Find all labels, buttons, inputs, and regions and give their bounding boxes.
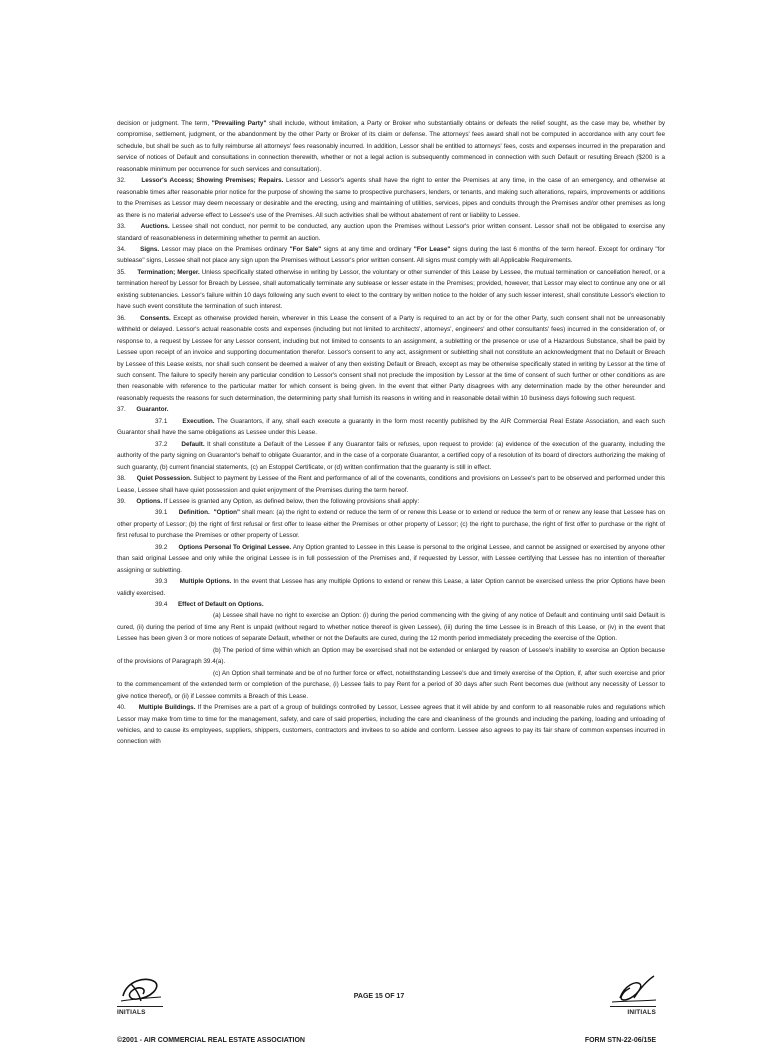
section-39-4-a: (a) Lessee shall have no right to exercise an Option: (i) during the period commencing with the giving of any notice of Default and continuing until said Default is cured, (ii) during the period of time any Rent is unpaid (without regard to whether notice thereof is given Lessee), (iii) during the time Lessee is in Breach of this Lease, or (iv) in the event that Lessee has been given 3 or more notices of separate Default, whether or not the Defaults are cured, during the 12 month period immediately preceding the exercise of the Option. xyxy=(117,612,665,643)
section-39-3: 39.3 Multiple Options. In the event that Lessee has any multiple Options to extend or renew this Lease, a later Option cannot be exercised unless the prior Options have been validly exercised. xyxy=(117,578,666,597)
section-title: Auctions. xyxy=(140,223,170,231)
section-34: 34. Signs. Lessor may place on the Premises ordinary "For Sale" signs at any time and ordinary "For Lease" signs during the last 6 months of the term hereof. Except for ordinary "for sublease" signs, Lessee shall not place any sign upon the Premises without Lessor's prior written consent. All signs must comply with all Applicable Requirements. xyxy=(117,245,666,265)
section-title: Signs. xyxy=(140,245,160,253)
form-identifier: FORM STN-22-06/15E xyxy=(584,1037,656,1044)
initials-label-left: INITIALS xyxy=(117,1009,146,1016)
section-37-1: 37.1 Execution. The Guarantors, if any, shall each execute a guaranty in the form most recently published by the AIR Commercial Real Estate Association, and each such Guarantor shall have the same obligations as Lessee under this Lease. xyxy=(117,417,665,437)
page-number: PAGE 15 OF 17 xyxy=(353,993,405,1000)
section-37-2: 37.2 Default. It shall constitute a Default of the Lessee if any Guarantor fails or refuses, upon request to provide: (a) evidence of the execution of the guaranty, including the authority of the party signing on Guarantor's behalf to obligate Guarantor, and in the case of a corporate Guarantor, a certified copy of a resolution of its board of directors authorizing the making of such guaranty, (b) current financial statements, (c) an Estoppel Certificate, or (d) written confirmation that the guaranty is still in effect. xyxy=(117,440,665,471)
section-35: 35. Termination; Merger. Unless specifically stated otherwise in writing by Lessor, the voluntary or other surrender of this Lease by Lessee, the mutual termination or cancellation hereof, or a termination hereof by Lessor for Breach by Lessee, shall automatically terminate any sublease or lesser estate in the Premises; provided, however, that Lessor may elect to continue any one or all existing subtenancies. Lessor's failure within 10 days following any such event to elect to the contrary by written notice to the holder of any such lesser interest, shall constitute Lessor's election to have such event constitute the termination of such interest. xyxy=(117,268,666,311)
section-39-2: 39.2 Options Personal To Original Lessee. Any Option granted to Lessee in this Lease is personal to the original Lessee, and cannot be assigned or exercised by anyone other than said original Lessee and only while the original Lessee is in full possession of the Premises and, if requested by Lessor, with Lessee certifying that Lessee has no intention of thereafter assigning or subletting. xyxy=(117,543,665,574)
section-title: Termination; Merger. xyxy=(137,268,200,276)
initials-line-left xyxy=(117,1006,163,1007)
initials-line-right xyxy=(610,1006,656,1007)
section-39: 39. Options. If Lessee is granted any Option, as defined below, then the following provisions shall apply: xyxy=(117,497,420,505)
intro-paragraph: decision or judgment. The term, "Prevailing Party" shall include, without limitation, a Party or Broker who substantially obtains or defeats the relief sought, as the case may be, whether by compromise, settlement, judgment, or the abandonment by the other Party or Broker of its claim or defense. The attorneys' fees award shall not be computed in accordance with any court fee schedule, but shall be such as to fully reimburse all attorneys' fees reasonably incurred. In addition, Lessor shall be entitled to attorneys' fees, costs and expenses incurred in the preparation and service of notices of Default and consultations in connection therewith, whether or not a legal action is subsequently commenced in connection with such Default or resulting Breach ($200 is a reasonable minimum per occurrence for such services and consultation). xyxy=(117,120,666,173)
section-title: Options Personal To Original Lessee. xyxy=(178,543,292,551)
section-32: 32. Lessor's Access; Showing Premises; Repairs. Lessor and Lessor's agents shall have the right to enter the Premises at any time, in the case of an emergency, and otherwise at reasonable times after reasonable prior notice for the purpose of showing the same to prospective purchasers, lenders, or tenants, and making such alterations, repairs, improvements or additions to the Premises as Lessor may deem necessary or desirable and the erecting, using and maintaining of utilities, services, pipes and conduits through the Premises and/or other premises as long as there is no material adverse effect to Lessee's use of the Premises. All such activities shall be without abatement of rent or liability to Lessee. xyxy=(117,177,665,219)
initials-label-right: INITIALS xyxy=(627,1009,656,1016)
section-title: Execution. xyxy=(182,417,215,425)
section-title: Multiple Options. xyxy=(179,578,232,586)
section-39-4-b: (b) The period of time within which an Option may be exercised shall not be extended or enlarged by reason of Lessee's inability to exercise an Option because of the provisions of Paragraph 39.4(a). xyxy=(117,646,665,666)
section-39-4: 39.4 Effect of Default on Options. xyxy=(155,601,264,609)
section-title: Consents. xyxy=(140,314,171,322)
lease-body xyxy=(117,118,665,748)
copyright-notice: ©2001 - AIR COMMERCIAL REAL ESTATE ASSOCIATION xyxy=(117,1037,305,1044)
section-title: Quiet Possession. xyxy=(136,475,192,483)
section-39-1: 39.1 Definition. "Option" shall mean: (a) the right to extend or reduce the term of or renew this Lease or to extend or reduce the term of or renew any lease that Lessee has on other property of Lessor; (b) the right of first refusal or first offer to lease either the Premises or other property of Lessor; (c) the right to purchase, the right of first offer to purchase or the right of first refusal to purchase the Premises or other property of Lessor. xyxy=(117,509,665,540)
section-title: Definition. xyxy=(178,509,210,517)
section-title: Options. xyxy=(136,497,163,505)
section-title: Effect of Default on Options. xyxy=(177,601,264,609)
section-title: Lessor's Access; Showing Premises; Repairs. xyxy=(141,177,284,185)
section-38: 38. Quiet Possession. Subject to payment by Lessee of the Rent and performance of all of the covenants, conditions and provisions on Lessee's part to be observed and performed under this Lease, Lessee shall have quiet possession and quiet enjoyment of the Premises during the term hereof. xyxy=(117,475,666,494)
section-36: 36. Consents. Except as otherwise provided herein, wherever in this Lease the consent of a Party is required to an act by or for the other Party, such consent shall not be unreasonably withheld or delayed. Lessor's actual reasonable costs and expenses (including but not limited to architects', attorneys', engineers' and other consultants' fees) incurred in the consideration of, or response to, a request by Lessee for any Lessor consent, including but not limited to consents to an assignment, a subletting or the presence or use of a Hazardous Substance, shall be paid by Lessee upon receipt of an invoice and supporting documentation therefor. Lessor's consent to any act, assignment or subletting shall not constitute an acknowledgment that no Default or Breach by Lessee of this Lease exists, nor shall such consent be deemed a waiver of any then existing Default or Breach, except as may be otherwise specifically stated in writing by Lessor at the time of such consent. The failure to specify herein any particular condition to Lessor's consent shall not preclude the imposition by Lessor at the time of consent of such further or other conditions as are then reasonable with reference to the particular matter for which consent is being given. In the event that either Party disagrees with any determination made by the other hereunder and reasonably requests the reasons for such determination, the determining party shall furnish its reasons in writing and in reasonable detail within 10 business days following such request. xyxy=(117,314,665,402)
section-title: Multiple Buildings. xyxy=(138,704,196,712)
section-37: 37. Guarantor. xyxy=(117,406,169,414)
section-title: Guarantor. xyxy=(136,406,169,414)
section-33: 33. Auctions. Lessee shall not conduct, nor permit to be conducted, any auction upon the Premises without Lessor's prior written consent. Lessor shall not be obligated to exercise any standard of reasonableness in determining whether to permit an auction. xyxy=(117,223,666,242)
section-40: 40. Multiple Buildings. If the Premises are a part of a group of buildings controlled by Lessor, Lessee agrees that it will abide by and conform to all reasonable rules and regulations which Lessor may make from time to time for the management, safety, and care of said properties, including the care and cleanliness of the grounds and including the parking, loading and unloading of vehicles, and to cause its employees, suppliers, shippers, customers, contractors and invitees to so abide and conform. Lessee also agrees to pay its fair share of common expenses incurred in connection with xyxy=(117,704,666,746)
section-39-4-c: (c) An Option shall terminate and be of no further force or effect, notwithstanding Lessee's due and timely exercise of the Option, if, after such exercise and prior to the commencement of the extended term or completion of the purchase, (i) Lessee fails to pay Rent for a period of 30 days after such Rent becomes due (without any necessity of Lessor to give notice thereof), or (ii) if Lessee commits a Breach of this Lease. xyxy=(117,669,665,700)
section-title: Default. xyxy=(181,440,205,448)
